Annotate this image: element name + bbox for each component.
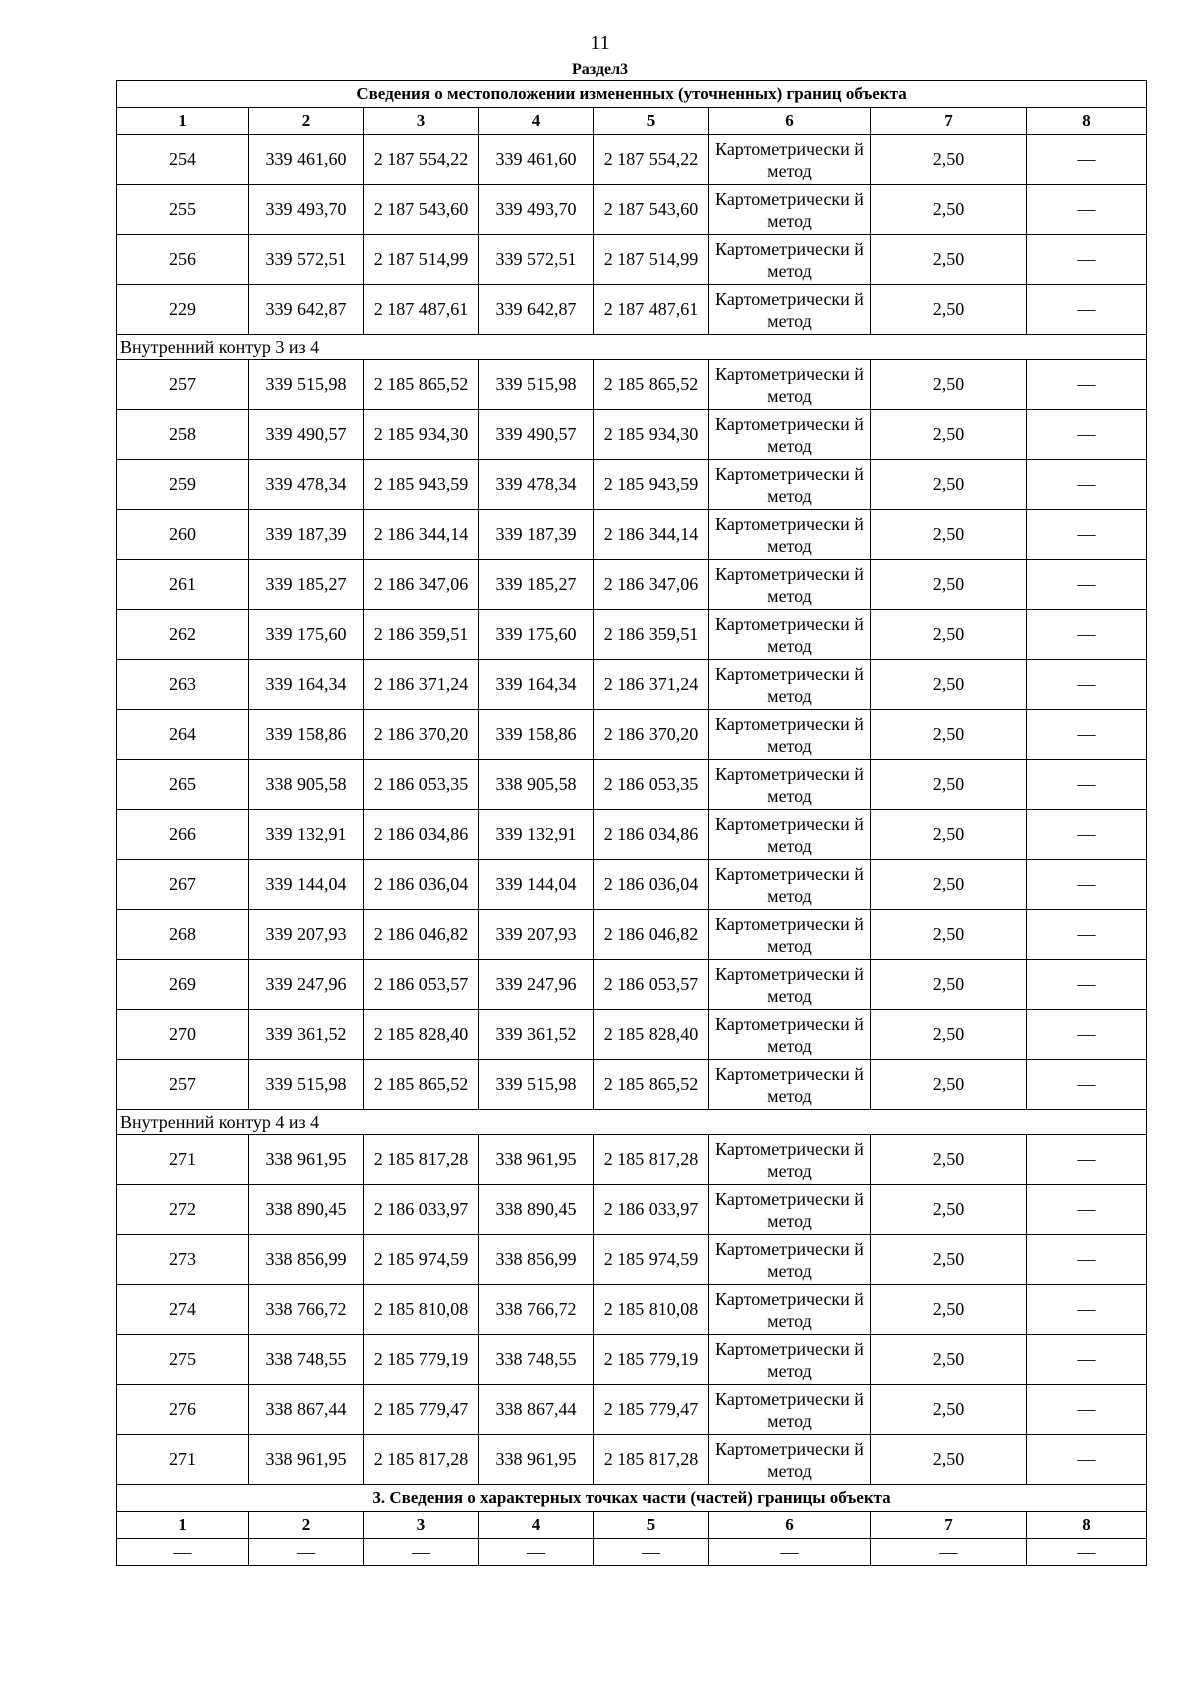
table-row — [117, 285, 1147, 335]
cell-method: Картометрически й метод — [709, 410, 871, 460]
cell-accuracy: 2,50 — [871, 1135, 1027, 1185]
cell-x-coordinate-old: 339 515,98 — [249, 360, 364, 410]
cell-accuracy: 2,50 — [871, 360, 1027, 410]
cell-y-coordinate-old: 2 186 371,24 — [364, 660, 479, 710]
cell-x-coordinate-old: 339 187,39 — [249, 510, 364, 560]
table-row — [117, 660, 1147, 710]
cell-accuracy: 2,50 — [871, 760, 1027, 810]
cell-description: — — [1027, 510, 1147, 560]
cell-x-coordinate-old: 339 207,93 — [249, 910, 364, 960]
cell-y-coordinate-old: 2 185 817,28 — [364, 1135, 479, 1185]
cell-y-coordinate-old: 2 185 865,52 — [364, 1060, 479, 1110]
cell-description: — — [1027, 760, 1147, 810]
cell-method: Картометрически й метод — [709, 1435, 871, 1485]
contour-header-row — [117, 335, 1147, 360]
table-row — [117, 460, 1147, 510]
cell-x-coordinate-new: 339 185,27 — [479, 560, 594, 610]
cell-x-coordinate-old: 338 905,58 — [249, 760, 364, 810]
column-number: 5 — [594, 108, 709, 135]
cell-description: — — [1027, 910, 1147, 960]
cell-description: — — [1027, 710, 1147, 760]
part-cell: — — [249, 1539, 364, 1566]
cell-description: — — [1027, 1435, 1147, 1485]
cell-x-coordinate-new: 339 493,70 — [479, 185, 594, 235]
cell-x-coordinate-new: 339 642,87 — [479, 285, 594, 335]
cell-description: — — [1027, 1385, 1147, 1435]
cell-y-coordinate-new: 2 187 487,61 — [594, 285, 709, 335]
cell-x-coordinate-new: 339 158,86 — [479, 710, 594, 760]
contour-header-row — [117, 1110, 1147, 1135]
cell-y-coordinate-old: 2 185 817,28 — [364, 1435, 479, 1485]
section-label: Раздел3 — [571, 61, 629, 78]
cell-description: — — [1027, 460, 1147, 510]
cell-x-coordinate-old: 339 144,04 — [249, 860, 364, 910]
cell-y-coordinate-new: 2 186 370,20 — [594, 710, 709, 760]
cell-method: Картометрически й метод — [709, 1285, 871, 1335]
cell-y-coordinate-old: 2 185 865,52 — [364, 360, 479, 410]
cell-method: Картометрически й метод — [709, 560, 871, 610]
cell-x-coordinate-new: 338 867,44 — [479, 1385, 594, 1435]
cell-description: — — [1027, 610, 1147, 660]
cell-point-number: 259 — [117, 460, 249, 510]
cell-point-number: 255 — [117, 185, 249, 235]
table-row — [117, 710, 1147, 760]
cell-accuracy: 2,50 — [871, 910, 1027, 960]
cell-point-number: 263 — [117, 660, 249, 710]
cell-y-coordinate-old: 2 185 828,40 — [364, 1010, 479, 1060]
cell-y-coordinate-old: 2 187 487,61 — [364, 285, 479, 335]
part-cell: — — [1027, 1539, 1147, 1566]
cell-y-coordinate-old: 2 186 034,86 — [364, 810, 479, 860]
cell-y-coordinate-new: 2 187 554,22 — [594, 135, 709, 185]
column-number-row — [117, 108, 1147, 135]
cell-point-number: 270 — [117, 1010, 249, 1060]
cell-method: Картометрически й метод — [709, 860, 871, 910]
cell-method: Картометрически й метод — [709, 360, 871, 410]
table-row — [117, 185, 1147, 235]
table-row — [117, 360, 1147, 410]
table-row — [117, 235, 1147, 285]
part-cell: — — [594, 1539, 709, 1566]
cell-x-coordinate-old: 338 867,44 — [249, 1385, 364, 1435]
table-row — [117, 1235, 1147, 1285]
cell-x-coordinate-old: 339 158,86 — [249, 710, 364, 760]
cell-y-coordinate-new: 2 185 779,19 — [594, 1335, 709, 1385]
cell-x-coordinate-old: 338 748,55 — [249, 1335, 364, 1385]
cell-point-number: 274 — [117, 1285, 249, 1335]
cell-x-coordinate-old: 339 642,87 — [249, 285, 364, 335]
cell-description: — — [1027, 135, 1147, 185]
table-row — [117, 410, 1147, 460]
cell-method: Картометрически й метод — [709, 1385, 871, 1435]
part-cell: — — [117, 1539, 249, 1566]
table-row — [117, 760, 1147, 810]
cell-y-coordinate-old: 2 187 514,99 — [364, 235, 479, 285]
cell-x-coordinate-old: 339 572,51 — [249, 235, 364, 285]
cell-accuracy: 2,50 — [871, 285, 1027, 335]
cell-point-number: 271 — [117, 1435, 249, 1485]
cell-x-coordinate-old: 338 961,95 — [249, 1435, 364, 1485]
cell-y-coordinate-new: 2 187 514,99 — [594, 235, 709, 285]
cell-method: Картометрически й метод — [709, 460, 871, 510]
cell-y-coordinate-new: 2 186 034,86 — [594, 810, 709, 860]
cell-point-number: 272 — [117, 1185, 249, 1235]
cell-accuracy: 2,50 — [871, 1060, 1027, 1110]
cell-method: Картометрически й метод — [709, 285, 871, 335]
part-column-number-row — [117, 1512, 1147, 1539]
column-number: 4 — [479, 108, 594, 135]
cell-y-coordinate-old: 2 185 974,59 — [364, 1235, 479, 1285]
cell-y-coordinate-new: 2 186 371,24 — [594, 660, 709, 710]
table-row — [117, 1385, 1147, 1435]
cell-accuracy: 2,50 — [871, 235, 1027, 285]
cell-point-number: 264 — [117, 710, 249, 760]
column-number: 7 — [871, 108, 1027, 135]
table-row — [117, 860, 1147, 910]
cell-y-coordinate-old: 2 185 810,08 — [364, 1285, 479, 1335]
cell-description: — — [1027, 660, 1147, 710]
part-section-title-row — [117, 1485, 1147, 1512]
table-row — [117, 810, 1147, 860]
cell-method: Картометрически й метод — [709, 810, 871, 860]
part-cell: — — [709, 1539, 871, 1566]
cell-method: Картометрически й метод — [709, 660, 871, 710]
cell-accuracy: 2,50 — [871, 185, 1027, 235]
cell-y-coordinate-new: 2 186 046,82 — [594, 910, 709, 960]
cell-x-coordinate-new: 338 856,99 — [479, 1235, 594, 1285]
column-number: 6 — [709, 108, 871, 135]
cell-accuracy: 2,50 — [871, 1010, 1027, 1060]
cell-y-coordinate-new: 2 185 810,08 — [594, 1285, 709, 1335]
cell-method: Картометрически й метод — [709, 910, 871, 960]
cell-x-coordinate-old: 339 132,91 — [249, 810, 364, 860]
cell-point-number: 267 — [117, 860, 249, 910]
cell-accuracy: 2,50 — [871, 135, 1027, 185]
cell-accuracy: 2,50 — [871, 1385, 1027, 1435]
cell-x-coordinate-old: 339 515,98 — [249, 1060, 364, 1110]
part-column-number: 8 — [1027, 1512, 1147, 1539]
cell-y-coordinate-new: 2 185 828,40 — [594, 1010, 709, 1060]
table-title: Сведения о местоположении измененных (уточненных) границ объекта — [117, 81, 1147, 108]
cell-x-coordinate-new: 338 961,95 — [479, 1435, 594, 1485]
cell-x-coordinate-new: 339 187,39 — [479, 510, 594, 560]
cell-x-coordinate-new: 338 890,45 — [479, 1185, 594, 1235]
part-cell: — — [871, 1539, 1027, 1566]
part-column-number: 5 — [594, 1512, 709, 1539]
part-section-title: 3. Сведения о характерных точках части (частей) границы объекта — [117, 1485, 1147, 1512]
cell-point-number: 271 — [117, 1135, 249, 1185]
cell-accuracy: 2,50 — [871, 1435, 1027, 1485]
cell-x-coordinate-new: 339 461,60 — [479, 135, 594, 185]
cell-x-coordinate-new: 338 905,58 — [479, 760, 594, 810]
cell-accuracy: 2,50 — [871, 460, 1027, 510]
part-column-number: 6 — [709, 1512, 871, 1539]
part-table-row — [117, 1539, 1147, 1566]
table-row — [117, 1185, 1147, 1235]
part-cell: — — [364, 1539, 479, 1566]
cell-method: Картометрически й метод — [709, 760, 871, 810]
cell-y-coordinate-new: 2 185 974,59 — [594, 1235, 709, 1285]
cell-y-coordinate-old: 2 186 344,14 — [364, 510, 479, 560]
cell-method: Картометрически й метод — [709, 1235, 871, 1285]
cell-y-coordinate-old: 2 186 033,97 — [364, 1185, 479, 1235]
part-column-number: 1 — [117, 1512, 249, 1539]
cell-accuracy: 2,50 — [871, 1185, 1027, 1235]
cell-point-number: 269 — [117, 960, 249, 1010]
cell-x-coordinate-old: 339 493,70 — [249, 185, 364, 235]
cell-point-number: 275 — [117, 1335, 249, 1385]
cell-y-coordinate-new: 2 185 817,28 — [594, 1135, 709, 1185]
cell-x-coordinate-new: 339 515,98 — [479, 360, 594, 410]
cell-description: — — [1027, 285, 1147, 335]
cell-accuracy: 2,50 — [871, 710, 1027, 760]
cell-y-coordinate-old: 2 187 543,60 — [364, 185, 479, 235]
cell-x-coordinate-new: 338 961,95 — [479, 1135, 594, 1185]
cell-x-coordinate-new: 339 247,96 — [479, 960, 594, 1010]
cell-y-coordinate-old: 2 185 934,30 — [364, 410, 479, 460]
table-row — [117, 1010, 1147, 1060]
cell-point-number: 229 — [117, 285, 249, 335]
cell-point-number: 260 — [117, 510, 249, 560]
cell-description: — — [1027, 1135, 1147, 1185]
cell-x-coordinate-old: 339 490,57 — [249, 410, 364, 460]
boundary-coordinates-table — [116, 80, 1147, 1566]
cell-x-coordinate-old: 338 766,72 — [249, 1285, 364, 1335]
cell-x-coordinate-old: 338 890,45 — [249, 1185, 364, 1235]
cell-x-coordinate-old: 339 247,96 — [249, 960, 364, 1010]
cell-x-coordinate-new: 339 132,91 — [479, 810, 594, 860]
cell-method: Картометрически й метод — [709, 1335, 871, 1385]
cell-description: — — [1027, 235, 1147, 285]
cell-x-coordinate-old: 339 185,27 — [249, 560, 364, 610]
cell-y-coordinate-new: 2 186 053,35 — [594, 760, 709, 810]
cell-x-coordinate-old: 338 856,99 — [249, 1235, 364, 1285]
cell-description: — — [1027, 560, 1147, 610]
cell-x-coordinate-old: 339 461,60 — [249, 135, 364, 185]
cell-description: — — [1027, 1010, 1147, 1060]
cell-point-number: 266 — [117, 810, 249, 860]
cell-y-coordinate-old: 2 185 779,47 — [364, 1385, 479, 1435]
cell-y-coordinate-new: 2 186 344,14 — [594, 510, 709, 560]
cell-y-coordinate-new: 2 187 543,60 — [594, 185, 709, 235]
cell-description: — — [1027, 960, 1147, 1010]
table-row — [117, 135, 1147, 185]
table-row — [117, 1435, 1147, 1485]
part-column-number: 3 — [364, 1512, 479, 1539]
cell-description: — — [1027, 410, 1147, 460]
cell-y-coordinate-old: 2 186 046,82 — [364, 910, 479, 960]
table-title-row — [117, 81, 1147, 108]
cell-x-coordinate-new: 339 515,98 — [479, 1060, 594, 1110]
cell-method: Картометрически й метод — [709, 235, 871, 285]
column-number: 2 — [249, 108, 364, 135]
table-row — [117, 1135, 1147, 1185]
cell-description: — — [1027, 810, 1147, 860]
cell-method: Картометрически й метод — [709, 135, 871, 185]
column-number: 3 — [364, 108, 479, 135]
table-row — [117, 960, 1147, 1010]
cell-description: — — [1027, 185, 1147, 235]
cell-y-coordinate-new: 2 186 347,06 — [594, 560, 709, 610]
cell-y-coordinate-new: 2 186 359,51 — [594, 610, 709, 660]
cell-method: Картометрически й метод — [709, 960, 871, 1010]
cell-point-number: 254 — [117, 135, 249, 185]
cell-accuracy: 2,50 — [871, 1335, 1027, 1385]
column-number: 8 — [1027, 108, 1147, 135]
cell-point-number: 273 — [117, 1235, 249, 1285]
cell-method: Картометрически й метод — [709, 1010, 871, 1060]
table-row — [117, 510, 1147, 560]
cell-y-coordinate-old: 2 187 554,22 — [364, 135, 479, 185]
cell-y-coordinate-old: 2 186 370,20 — [364, 710, 479, 760]
cell-point-number: 276 — [117, 1385, 249, 1435]
cell-x-coordinate-new: 339 478,34 — [479, 460, 594, 510]
cell-x-coordinate-old: 339 361,52 — [249, 1010, 364, 1060]
part-cell: — — [479, 1539, 594, 1566]
cell-point-number: 262 — [117, 610, 249, 660]
cell-point-number: 257 — [117, 1060, 249, 1110]
cell-y-coordinate-new: 2 186 033,97 — [594, 1185, 709, 1235]
cell-method: Картометрически й метод — [709, 610, 871, 660]
table-row — [117, 560, 1147, 610]
table-row — [117, 910, 1147, 960]
cell-x-coordinate-new: 339 207,93 — [479, 910, 594, 960]
cell-point-number: 256 — [117, 235, 249, 285]
cell-y-coordinate-new: 2 186 036,04 — [594, 860, 709, 910]
cell-accuracy: 2,50 — [871, 810, 1027, 860]
cell-description: — — [1027, 1185, 1147, 1235]
contour-label: Внутренний контур 4 из 4 — [117, 1110, 1147, 1135]
cell-accuracy: 2,50 — [871, 410, 1027, 460]
cell-y-coordinate-new: 2 185 943,59 — [594, 460, 709, 510]
part-column-number: 7 — [871, 1512, 1027, 1539]
cell-y-coordinate-old: 2 186 347,06 — [364, 560, 479, 610]
cell-point-number: 258 — [117, 410, 249, 460]
cell-y-coordinate-old: 2 185 943,59 — [364, 460, 479, 510]
page-number: 11 — [590, 32, 610, 54]
cell-x-coordinate-new: 339 361,52 — [479, 1010, 594, 1060]
cell-accuracy: 2,50 — [871, 1285, 1027, 1335]
cell-accuracy: 2,50 — [871, 610, 1027, 660]
table-row — [117, 610, 1147, 660]
cell-y-coordinate-new: 2 185 865,52 — [594, 360, 709, 410]
cell-y-coordinate-new: 2 186 053,57 — [594, 960, 709, 1010]
cell-x-coordinate-new: 339 164,34 — [479, 660, 594, 710]
cell-method: Картометрически й метод — [709, 510, 871, 560]
cell-method: Картометрически й метод — [709, 710, 871, 760]
cell-x-coordinate-new: 339 490,57 — [479, 410, 594, 460]
cell-accuracy: 2,50 — [871, 860, 1027, 910]
cell-point-number: 268 — [117, 910, 249, 960]
cell-accuracy: 2,50 — [871, 1235, 1027, 1285]
cell-description: — — [1027, 1335, 1147, 1385]
cell-method: Картометрически й метод — [709, 185, 871, 235]
cell-accuracy: 2,50 — [871, 560, 1027, 610]
contour-label: Внутренний контур 3 из 4 — [117, 335, 1147, 360]
cell-y-coordinate-new: 2 185 865,52 — [594, 1060, 709, 1110]
cell-y-coordinate-old: 2 186 053,35 — [364, 760, 479, 810]
cell-description: — — [1027, 1285, 1147, 1335]
cell-x-coordinate-new: 339 572,51 — [479, 235, 594, 285]
cell-accuracy: 2,50 — [871, 660, 1027, 710]
table-row — [117, 1060, 1147, 1110]
cell-y-coordinate-old: 2 186 053,57 — [364, 960, 479, 1010]
table-row — [117, 1285, 1147, 1335]
table-row — [117, 1335, 1147, 1385]
cell-y-coordinate-new: 2 185 934,30 — [594, 410, 709, 460]
cell-y-coordinate-new: 2 185 779,47 — [594, 1385, 709, 1435]
cell-y-coordinate-old: 2 186 359,51 — [364, 610, 479, 660]
cell-method: Картометрически й метод — [709, 1185, 871, 1235]
column-number: 1 — [117, 108, 249, 135]
cell-x-coordinate-new: 339 144,04 — [479, 860, 594, 910]
cell-point-number: 257 — [117, 360, 249, 410]
cell-point-number: 261 — [117, 560, 249, 610]
cell-x-coordinate-old: 339 175,60 — [249, 610, 364, 660]
cell-description: — — [1027, 1235, 1147, 1285]
cell-description: — — [1027, 360, 1147, 410]
part-column-number: 2 — [249, 1512, 364, 1539]
cell-point-number: 265 — [117, 760, 249, 810]
cell-y-coordinate-old: 2 186 036,04 — [364, 860, 479, 910]
cell-x-coordinate-old: 338 961,95 — [249, 1135, 364, 1185]
part-column-number: 4 — [479, 1512, 594, 1539]
cell-description: — — [1027, 860, 1147, 910]
cell-description: — — [1027, 1060, 1147, 1110]
cell-x-coordinate-new: 339 175,60 — [479, 610, 594, 660]
cell-y-coordinate-old: 2 185 779,19 — [364, 1335, 479, 1385]
cell-method: Картометрически й метод — [709, 1060, 871, 1110]
cell-accuracy: 2,50 — [871, 510, 1027, 560]
cell-x-coordinate-old: 339 164,34 — [249, 660, 364, 710]
cell-accuracy: 2,50 — [871, 960, 1027, 1010]
cell-x-coordinate-old: 339 478,34 — [249, 460, 364, 510]
cell-x-coordinate-new: 338 748,55 — [479, 1335, 594, 1385]
cell-method: Картометрически й метод — [709, 1135, 871, 1185]
cell-x-coordinate-new: 338 766,72 — [479, 1285, 594, 1335]
cell-y-coordinate-new: 2 185 817,28 — [594, 1435, 709, 1485]
